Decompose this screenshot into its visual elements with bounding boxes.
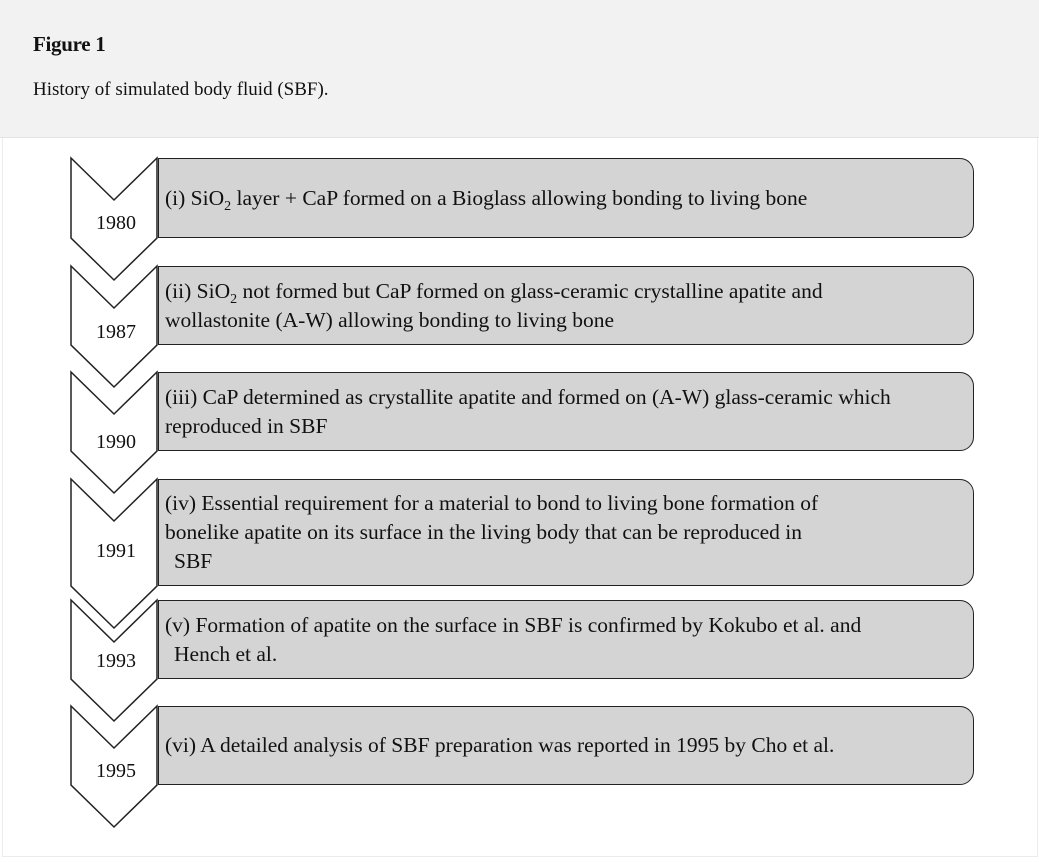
figure-caption: History of simulated body fluid (SBF). <box>33 79 329 100</box>
text-run: (ii) SiO <box>165 278 231 303</box>
text-run: (vi) A detailed analysis of SBF preparation was reported in 1995 by Cho et al. <box>165 733 835 757</box>
text-run: bonelike apatite on its surface in the living body that can be reproduced in <box>165 520 803 544</box>
event-text-line <box>165 518 818 547</box>
timeline-event-box <box>158 600 974 679</box>
timeline-event-box <box>158 266 974 345</box>
timeline-year: 1995 <box>96 760 136 782</box>
text-run: (iv) Essential requirement for a material to bond to living bone formation of <box>165 491 819 515</box>
timeline-diagram <box>2 138 1038 857</box>
text-run: (iii) CaP determined as crystallite apatite and formed on (A-W) glass-ceramic which <box>165 384 891 409</box>
subscript: 2 <box>224 198 232 214</box>
timeline-event-box <box>158 479 974 586</box>
timeline-event-text <box>165 383 891 441</box>
timeline-year: 1991 <box>96 540 136 562</box>
subscript: 2 <box>230 291 238 307</box>
text-run: SBF <box>174 549 213 573</box>
figure-header <box>0 0 1039 138</box>
text-run: Hench et al. <box>174 641 278 666</box>
text-run: reproduced in SBF <box>165 413 328 438</box>
timeline-year: 1993 <box>96 650 136 672</box>
event-text-line <box>165 547 818 576</box>
timeline-event-text <box>165 184 807 213</box>
text-run: (v) Formation of apatite on the surface in SBF is confirmed by Kokubo et al. and <box>165 612 862 637</box>
timeline-event-box <box>158 372 974 451</box>
event-text-line <box>165 306 823 335</box>
event-text-line <box>165 277 823 306</box>
timeline-event-box <box>158 158 974 238</box>
text-run: wollastonite (A-W) allowing bonding to living bone <box>165 307 615 332</box>
timeline-event-text <box>165 277 823 335</box>
event-text-line <box>165 412 891 441</box>
event-text-line <box>165 184 807 213</box>
timeline-event-text <box>165 731 834 760</box>
event-text-line <box>165 383 891 412</box>
timeline-event-text <box>165 489 818 576</box>
event-text-line <box>165 731 834 760</box>
event-text-line <box>165 611 861 640</box>
text-run: not formed but CaP formed on glass-ceramic crystalline apatite and <box>237 278 823 303</box>
figure-label: Figure 1 <box>33 32 106 56</box>
timeline-year: 1980 <box>96 212 136 234</box>
timeline-year: 1990 <box>96 431 136 453</box>
event-text-line <box>165 640 861 669</box>
event-text-line <box>165 489 818 518</box>
text-run: (i) SiO <box>165 185 225 210</box>
text-run: layer + CaP formed on a Bioglass allowing bonding to living bone <box>231 185 808 210</box>
timeline-event-text <box>165 611 861 669</box>
timeline-event-box <box>158 706 974 785</box>
timeline-year: 1987 <box>96 321 136 343</box>
